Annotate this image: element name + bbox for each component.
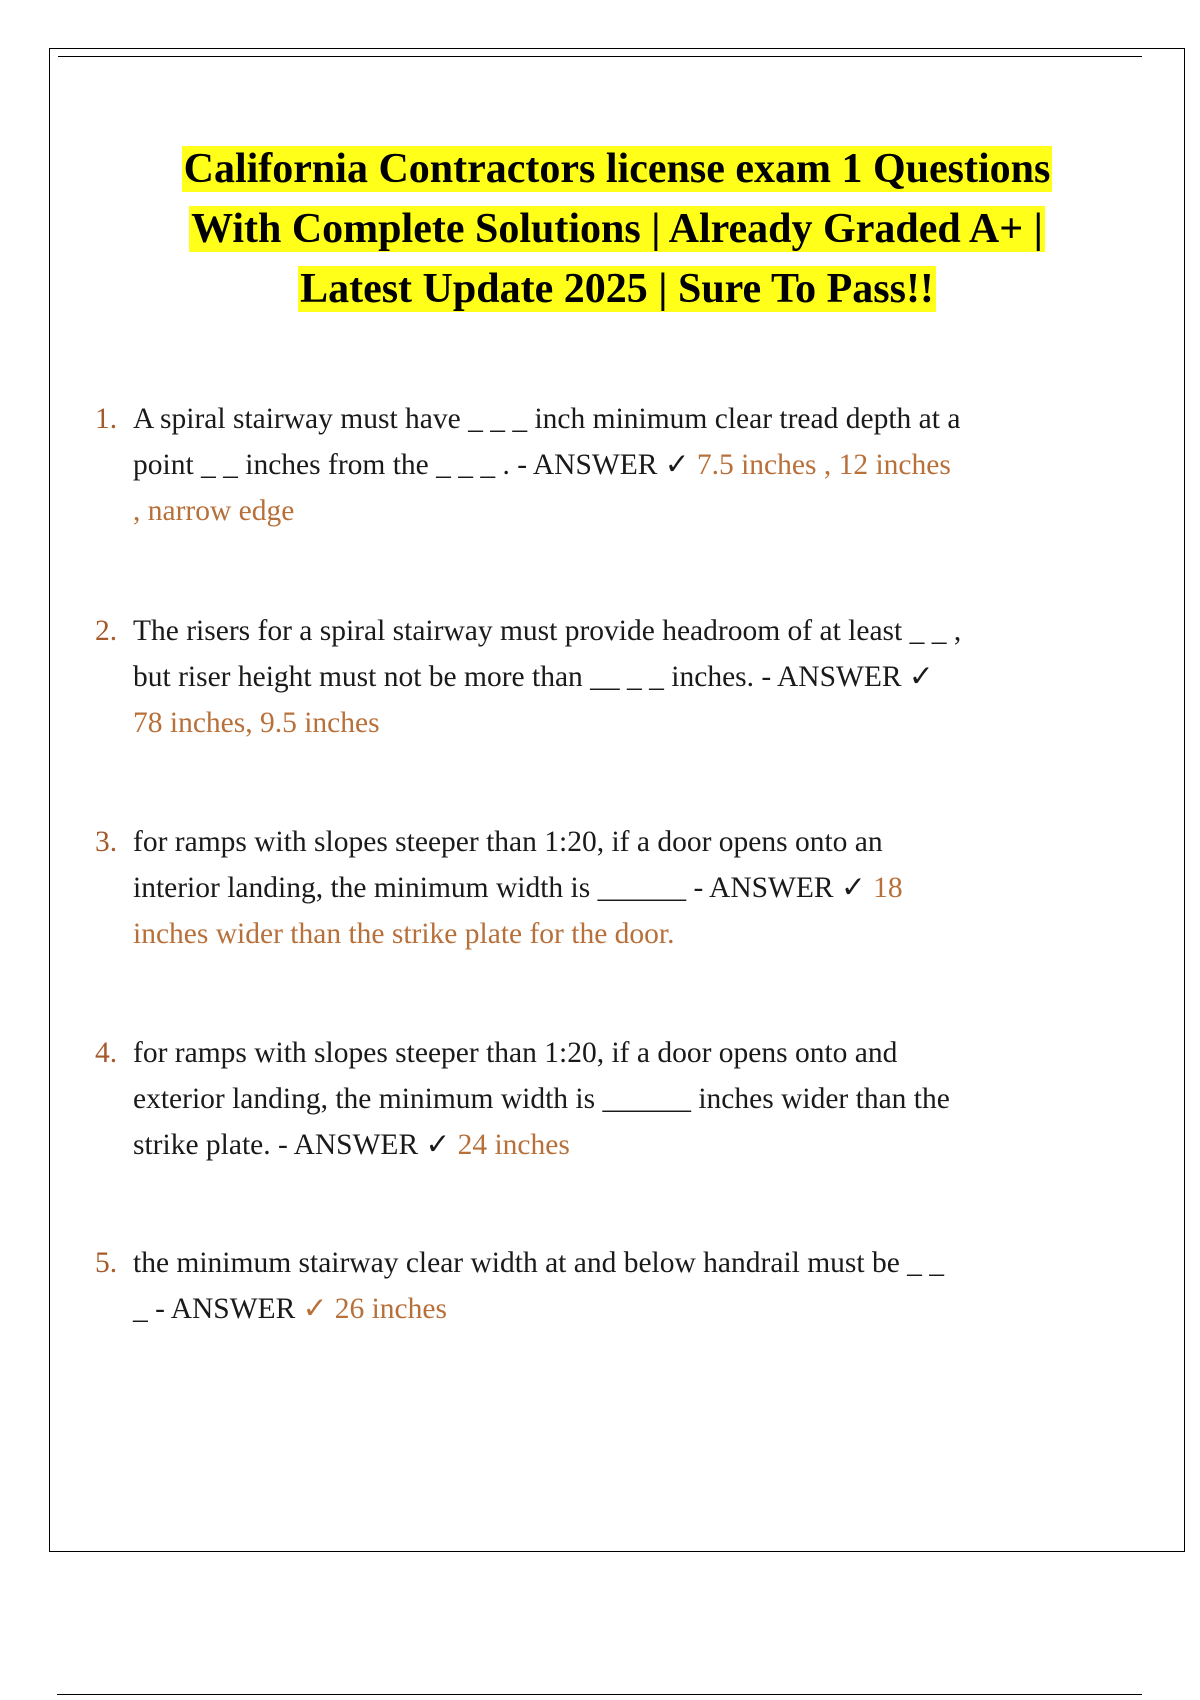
question-text: interior landing, the minimum width is ______ - ANSWER ✓ <box>133 872 874 904</box>
question-number: 5. <box>95 1247 118 1279</box>
answer-text: inches wider than the strike plate for the door. <box>133 918 675 950</box>
title-line-1-text: California Contractors license exam 1 Questions <box>183 146 1051 192</box>
question-item-3 <box>95 819 1085 957</box>
bottom-rule <box>57 1694 1142 1695</box>
question-text-line: for ramps with slopes steeper than 1:20, if a door opens onto and <box>133 1037 898 1069</box>
title-line-1 <box>50 139 1184 199</box>
answer-text: 7.5 inches , 12 inches <box>696 449 951 481</box>
title-line-2-text: With Complete Solutions | Already Graded A+ | <box>191 206 1043 252</box>
question-text-line: The risers for a spiral stairway must provide headroom of at least _ _ , <box>133 615 962 647</box>
question-text-line: A spiral stairway must have _ _ _ inch minimum clear tread depth at a <box>133 403 961 435</box>
question-text: point _ _ inches from the _ _ _ . - ANSWER ✓ <box>133 449 697 481</box>
answer-text: 78 inches, 9.5 inches <box>133 707 380 739</box>
title-line-2 <box>50 199 1184 259</box>
question-text-line: exterior landing, the minimum width is ______ inches wider than the <box>133 1083 950 1115</box>
question-text: strike plate. - ANSWER ✓ <box>133 1129 458 1161</box>
question-item-1 <box>95 396 1085 534</box>
question-text-line <box>133 442 1083 488</box>
question-item-5 <box>95 1240 1085 1332</box>
question-text-line: but riser height must not be more than __ _ _ inches. - ANSWER ✓ <box>133 661 934 693</box>
question-text-line <box>133 1122 1083 1168</box>
question-text-line <box>133 1286 1083 1332</box>
question-body <box>133 396 1083 534</box>
document-title <box>50 139 1184 319</box>
question-text-line: for ramps with slopes steeper than 1:20, if a door opens onto an <box>133 826 883 858</box>
question-body <box>133 819 1083 957</box>
top-rule <box>58 56 1142 57</box>
question-text-line <box>133 865 1083 911</box>
question-body <box>133 608 1083 746</box>
question-text: _ - ANSWER <box>133 1293 303 1325</box>
question-item-2 <box>95 608 1085 746</box>
answer-text: 18 <box>873 872 903 904</box>
title-line-3-text: Latest Update 2025 | Sure To Pass!! <box>300 266 934 312</box>
question-number: 3. <box>95 826 118 858</box>
answer-text: , narrow edge <box>133 495 295 527</box>
question-item-4 <box>95 1030 1085 1168</box>
answer-text: ✓ 26 inches <box>302 1293 447 1325</box>
question-text-line: the minimum stairway clear width at and below handrail must be _ _ <box>133 1247 945 1279</box>
answer-text: 24 inches <box>457 1129 570 1161</box>
title-line-3 <box>50 259 1184 319</box>
question-number: 2. <box>95 615 118 647</box>
question-number: 4. <box>95 1037 118 1069</box>
question-number: 1. <box>95 403 118 435</box>
question-body <box>133 1240 1083 1332</box>
question-body <box>133 1030 1083 1168</box>
